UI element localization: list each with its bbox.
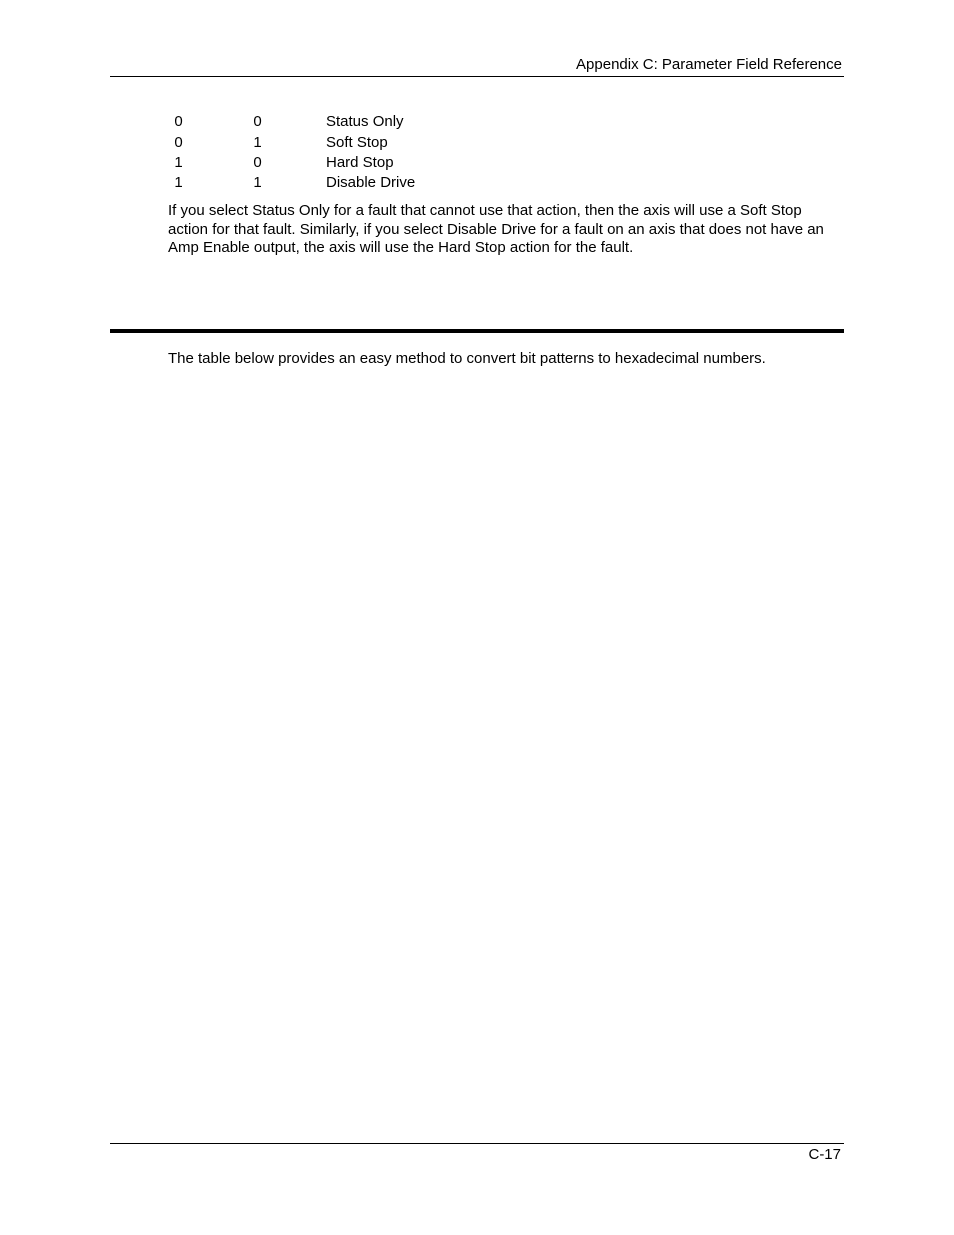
fault-action-table xyxy=(168,112,415,194)
bit-1-cell: 1 xyxy=(174,153,183,171)
bit-0-cell: 0 xyxy=(253,113,262,131)
bit-1-cell: 0 xyxy=(174,133,183,151)
hex-conversion-intro: The table below provides an easy method to convert bit patterns to hexadecimal numbers. xyxy=(168,350,766,367)
bit-0-cell: 1 xyxy=(253,174,262,192)
table-row xyxy=(168,153,415,173)
fault-fallback-paragraph: If you select Status Only for a fault that cannot use that action, then the axis will use a Soft Stop action for that fault. Similarly, if you select Disable Drive for a fault on an axis that does not have an Amp Enable output, the axis will use the Hard Stop action for the fault. xyxy=(168,202,824,256)
bit-0-cell: 1 xyxy=(253,133,262,151)
bit-0-cell: 0 xyxy=(253,153,262,171)
footer-divider xyxy=(110,1143,844,1144)
bit-1-cell: 0 xyxy=(174,113,183,131)
action-cell: Disable Drive xyxy=(326,174,416,192)
action-cell: Hard Stop xyxy=(326,153,394,171)
bit-1-cell: 1 xyxy=(174,174,183,192)
table-row xyxy=(168,132,415,152)
table-row xyxy=(168,173,415,193)
page-number: C-17 xyxy=(808,1146,841,1163)
table-row xyxy=(168,112,415,132)
header-divider xyxy=(110,76,844,77)
section-divider xyxy=(110,329,844,333)
action-cell: Soft Stop xyxy=(326,133,388,151)
running-header: Appendix C: Parameter Field Reference xyxy=(576,56,842,73)
action-cell: Status Only xyxy=(326,113,404,131)
